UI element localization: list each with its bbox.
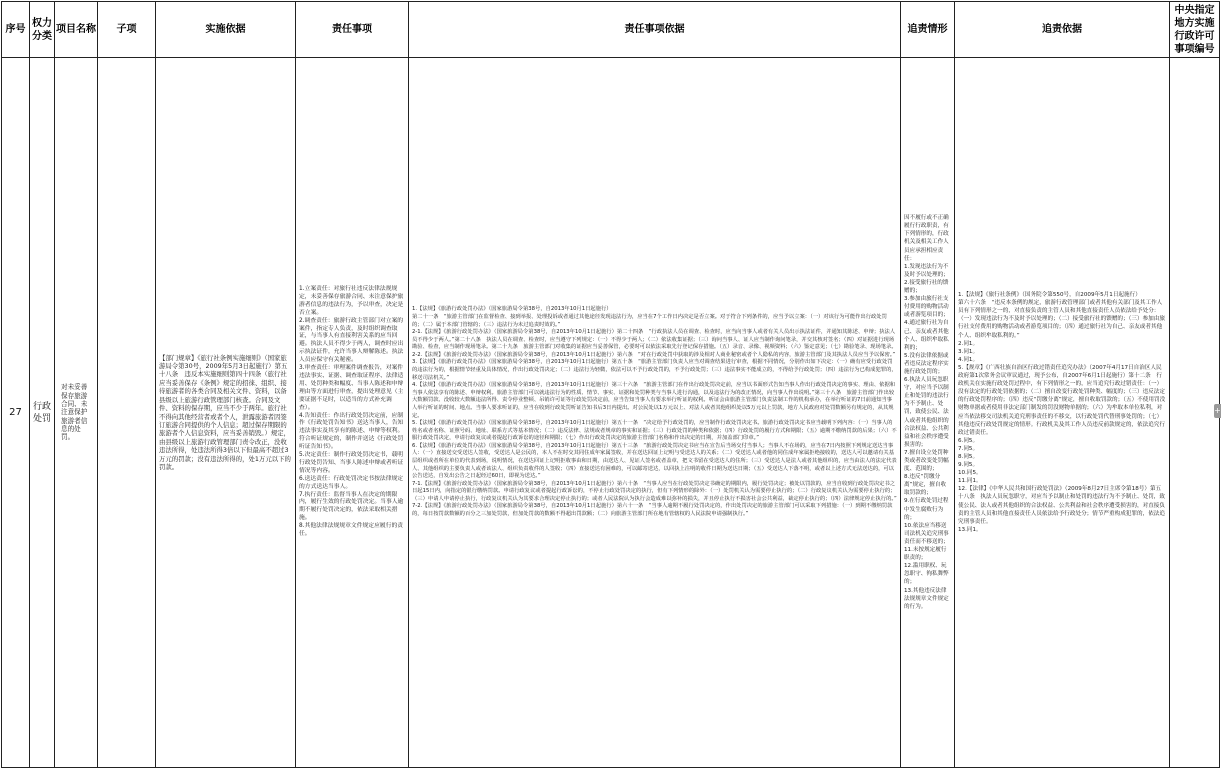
power-list-table [1,1,1220,768]
cell-track-basis [955,58,1170,768]
cell-sub-text [98,411,155,415]
header-row [2,2,1220,58]
header-sub: 子项 [98,2,156,58]
cell-resp [296,58,409,768]
table-row [2,58,1220,768]
cell-track-basis-text: 1.【法规】《旅行社条例》（国务院令第550号，自2009年5月1日起施行） 第六十六条 “违反本条例的规定，旅游行政管理部门或者其他有关部门及其工作人员有下列情形之一的，对直接负责的主管人员和其他直接责任人员依法给予处分：（一）发现违法行为不及时予以处理的；（二）接受旅行社的馈赠的；（三）参加由旅行社支付费用的购物活动或者游览项目的；（四）通过旅行社为自己、亲友或者其他个人、组织牟取私利的。” 2.同1。 3.同1。 4.同1。 5.【规章】《广西壮族自治区行政过错责任追究办法》（2007年4月17日自治区人民政府第1次常务会议审议通过，现予公布，自2007年6月1日起施行）第十二条 行政机关在实施行政处罚过程中，有下列情形之一的，应当追究行政过错责任：（一）没有法定的行政处罚依据的；（二）擅自改变行政处罚种类、幅度的；（三）违反法定的行政处罚程序的；（四）违反“罚缴分离”规定，擅自收取罚款的；（五）不使用罚没财物单据或者使用非法定部门制发的罚没财物单据的；（六）为牟取本单位私利，对应当依法移交司法机关追究刑事责任的不移交，以行政处罚代替刑事处罚的；（七）其他违反行政处罚规定的情形。行政机关及其工作人员违反前款规定的，依法追究行政过错责任。 6.同5。 7.同5。 8.同5。 9.同5。 10.同5。 11.同1。 12.【法律】《中华人民共和国行政处罚法》（2009年8月27日主席令第18号）第五十八条 执法人员玩忽职守，对应当予以制止和处罚的违法行为不予制止、处罚，致使公民、法人或者其他组织的合法权益、公共利益和社会秩序遭受损害的，对直接负责的主管人员和其他直接责任人员依法给予行政处分；情节严重构成犯罪的，依法追究刑事责任。 13.同1。 [958,292,1166,533]
cell-basis-text: 【部门规章】《旅行社条例实施细则》（国家旅游局令第30号，2009年5月3日起施行）第五十八条 违反本实施细则第四十四条（旅行社应当妥善保存《条例》规定的招徕、组织、接待旅游者的各类合同及相关文件、资料，以备县级以上旅游行政管理部门核查。合同及文件、资料的保存期，应当不少于两年。旅行社不得向其他经营者或者个人，泄露旅游者因签订旅游合同提供的个人信息；超过保存期限的旅游者个人信息资料，应当妥善销毁。）规定，由县级以上旅游行政管理部门责令改正，没收违法所得，处违法所得3倍以下但最高不超过3万元的罚款；没有违法所得的，处1万元以下的罚款。 [159,353,291,471]
cell-seq: 27 [2,58,30,768]
cell-resp-basis-text: 1.【法规】《旅游行政处罚办法》（国家旅游局令第38号，自2013年10月1日起施行） 第二十一条 “旅游主管部门在监督检查、接到举报、处理投诉或者通过其他途径发现违法行为，应当在7个工作日内决定是否立案。对于符合下列条件的，应当予以立案：（一）对该行为可能作出行政处罚的；（二）属于本部门管辖的；（三）违法行为未过追责时效的。” 2-1.【法规】《旅游行政处罚办法》（国家旅游局令第38号，自2013年10月1日起施行）第二十四条 “行政执法人员在调查、检查时，应当向当事人或者有关人员出示执法证件，并通知其陈述、申辩；执法人员不得少于两人。”第二十八条 执法人员在调查、检查时，应当遵守下列规定：（一）不得少于两人；（二）依法收集证据；（三）询问当事人、证人应当制作询问笔录，并交其核对签名；（四）对证据进行现场勘验、检查，应当制作现场笔录。第二十九条 旅游主管部门对收集的证据应当妥善保管，必要时可以依法采取先行登记保存措施。（五）录音、录像、视频资料；（六）鉴定意见；（七）勘验笔录、现场笔录。 2-2.【法规】《旅游行政处罚办法》（国家旅游局令第38号，自2013年10月1日起施行）第六条 “对在行政处罚中获取的涉及相对人商业秘密或者个人隐私的内容，旅游主管部门及其执法人员应当予以保密。” 3.【法规】《旅游行政处罚办法》（国家旅游局令第38号，自2013年10月1日起施行）第五十条 “旅游主管部门负责人应当对调查结果进行审查，根据不同情况，分别作出如下决定：（一）确有应受行政处罚的违法行为的，根据情节轻重及具体情况，作出行政处罚决定；（二）违法行为轻微，依法可以不予行政处罚的，不予行政处罚；（三）违法事实不能成立的，不得给予行政处罚；（四）违法行为已构成犯罪的，移送司法机关。” 4.【法规】《旅游行政处罚办法》（国家旅游局令第38号，自2013年10月1日起施行）第三十六条 “旅游主管部门在作出行政处罚决定前，应当以书面形式告知当事人作出行政处罚决定的事实、理由、依据和当事人依法享有的陈述、申辩权利。旅游主管部门可以就违法行为的性质、情节、事实、证据和处罚种类与当事人进行沟通，以及违法行为的改正情况，向当事人作出说明。”第三十八条 旅游主管部门作出较大数额罚款、没收较大数额违法所得、责令停业整顿、吊销许可证等行政处罚决定前，应当告知当事人有要求举行听证的权利。听证会由旅游主管部门负责法制工作的机构承办，在举行听证的7日前通知当事人举行听证的时间、地点。当事人要求听证的，应当在收到行政处罚听证告知书后3日内提出。对公民处以1万元以上、对法人或者其他组织处以5万元以上罚款，地方人民政府对处罚数额另有规定的，从其规定。 5.【法规】《旅游行政处罚办法》（国家旅游局令第38号，自2013年10月1日起施行）第五十一条 “决定给予行政处罚的，应当制作行政处罚决定书。旅游行政处罚决定书应当载明下列内容：（一）当事人的姓名或者名称、证照号码、地址、联系方式等基本情况；（二）违反法律、法规或者规章的事实和证据；（三）行政处罚的种类和依据；（四）行政处罚的履行方式和期限；（五）逾期不缴纳罚款的后果；（六）不服行政处罚决定，申请行政复议或者提起行政诉讼的途径和期限；（七）作出行政处罚决定的旅游主管部门名称和作出决定的日期，并加盖部门印章。” 6.【法规】《旅游行政处罚办法》（国家旅游局令第38号，自2013年10月1日起施行）第五十三条 “旅游行政处罚决定书应当在宣告后当场交付当事人；当事人不在场的，应当在7日内按照下列规定送达当事人：（一）直接送交受送达人签收，受送达人是公民的，本人不在时交其同住成年家属签收，并在送达回证上记明与受送达人的关系；（二）受送达人或者他的同住成年家属拒绝接收的，送达人可以邀请有关基层组织或者所在单位的代表到场，说明情况，在送达回证上记明拒收事由和日期，由送达人、见证人签名或者盖章，把文书留在受送达人的住所；（三）受送达人是法人或者其他组织的，应当由法人的法定代表人、其他组织的主要负责人或者该法人、组织负责收件的人签收；（四）直接送达有困难的，可以邮寄送达，以回执上注明的收件日期为送达日期；（五）受送达人下落不明，或者以上述方式无法送达的，可以公告送达，自发出公告之日起经过60日，即视为送达。” 7-1.【法规】《旅游行政处罚办法》（国家旅游局令第38号，自2013年10月1日起施行）第六十条 “当事人应当在行政处罚决定书确定的期限内，履行处罚决定；被处以罚款的，应当自收到行政处罚决定书之日起15日内，向指定的银行缴纳罚款。申请行政复议或者提起行政诉讼的，不停止行政处罚决定的执行，但有下列情形的除外：（一）处罚机关认为需要停止执行的；（二）行政复议机关认为需要停止执行的；（三）申请人申请停止执行，行政复议机关认为其要求合理决定停止执行的；或者人民法院认为执行会造成难以弥补的损失，并且停止执行不损害社会公共利益，裁定停止执行的；（四）法律规定停止执行的。” 7-2.【法规】《旅游行政处罚办法》（国家旅游局令第38号，自2013年10月1日起施行）第六十一条 “当事人逾期不履行处罚决定的，作出处罚决定的旅游主管部门可以采取下列措施：（一）到期不缴纳罚款的，每日按罚款数额的百分之三加处罚款，但加处罚款的数额不得超出罚款额；（二）向旅游主管部门所在地有管辖权的人民法院申请强制执行。” [412,306,897,518]
cell-category: 行政处罚 [30,58,55,768]
header-resp: 责任事项 [296,2,409,58]
cell-sub [98,58,156,768]
header-category: 权力分类 [30,2,55,58]
cell-name [55,58,98,768]
header-basis: 实施依据 [156,2,296,58]
cell-name-text: 对未妥善保存旅游合同、未注意保护旅游者信息的处罚。 [61,383,88,442]
header-track: 追责情形 [901,2,955,58]
cell-resp-basis [409,58,901,768]
cell-resp-text: 1.立案责任：对旅行社违反法律法规规定，未妥善保存旅游合同、未注意保护旅游者信息的违法行为，予以审查，决定是否立案。 2.调查责任：旅游行政主管部门对立案的案件，指定专人负责，及时组织调查取证，与当事人有直接利害关系的应当回避。执法人员不得少于两人，调查时应出示执法证件，允许当事人辩解陈述。执法人员应保守有关秘密。 3.审查责任：审理案件调查报告，对案件违法事实、证据、调查取证程序、法律适用、处罚种类和幅度、当事人陈述和申辩理由等方面进行审查，提出处理意见（主要证据不足时，以适当的方式补充调查）。 4.告知责任：作出行政处罚决定前，应制作《行政处罚告知书》送达当事人，告知违法事实及其享有的陈述、申辩等权利。符合听证规定的，制作并送达《行政处罚听证告知书》。 5.决定责任：制作行政处罚决定书，载明行政处罚告知、当事人陈述申辩或者听证情况等内容。 6.送达责任：行政处罚决定书按法律规定的方式送达当事人。 7.执行责任：监督当事人在决定的期限内，履行生效的行政处罚决定。当事人逾期不履行处罚决定的，依法采取相关措施。 8.其他法律法规规章文件规定应履行的责任。 [299,286,404,538]
cell-basis [156,58,296,768]
cell-track [901,58,955,768]
header-name: 项目名称 [55,2,98,58]
header-track-basis: 追责依据 [955,2,1170,58]
header-resp-basis: 责任事项依据 [409,2,901,58]
header-central: 中央指定地方实施行政许可事项编号 [1170,2,1220,58]
expand-panel-button[interactable]: + [1214,404,1221,418]
cell-track-text: 因不履行或不正确履行行政职责，有下列情形的，行政机关及相关工作人员应承担相应责任： 1.发现违法行为不及时予以处理的； 2.接受旅行社的馈赠的； 3.参加由旅行社支付费用的购物活动或者游览项目的； 4.通过旅行社为自己、亲友或者其他个人、组织牟取私利的； 5.没有法律依据或者违反法定程序实施行政处罚的； 6.执法人员玩忽职守，对应当予以制止和处罚的违法行为不予制止、处罚，致使公民、法人或者其他组织的合法权益、公共利益和社会秩序遭受损害的； 7.擅自设立处罚种类或者改变处罚幅度、范围的； 8.违反“罚缴分离”规定，擅自收取罚款的； 9.在行政处罚过程中发生腐败行为的； 10.依法应当移送司法机关追究刑事责任而不移送的； 11.未按规定履行职责的； 12.滥用职权、玩忽职守、徇私舞弊的； 13.其他违反法律法规规章文件规定的行为。 [904,215,949,610]
cell-central [1170,58,1220,768]
header-seq: 序号 [2,2,30,58]
